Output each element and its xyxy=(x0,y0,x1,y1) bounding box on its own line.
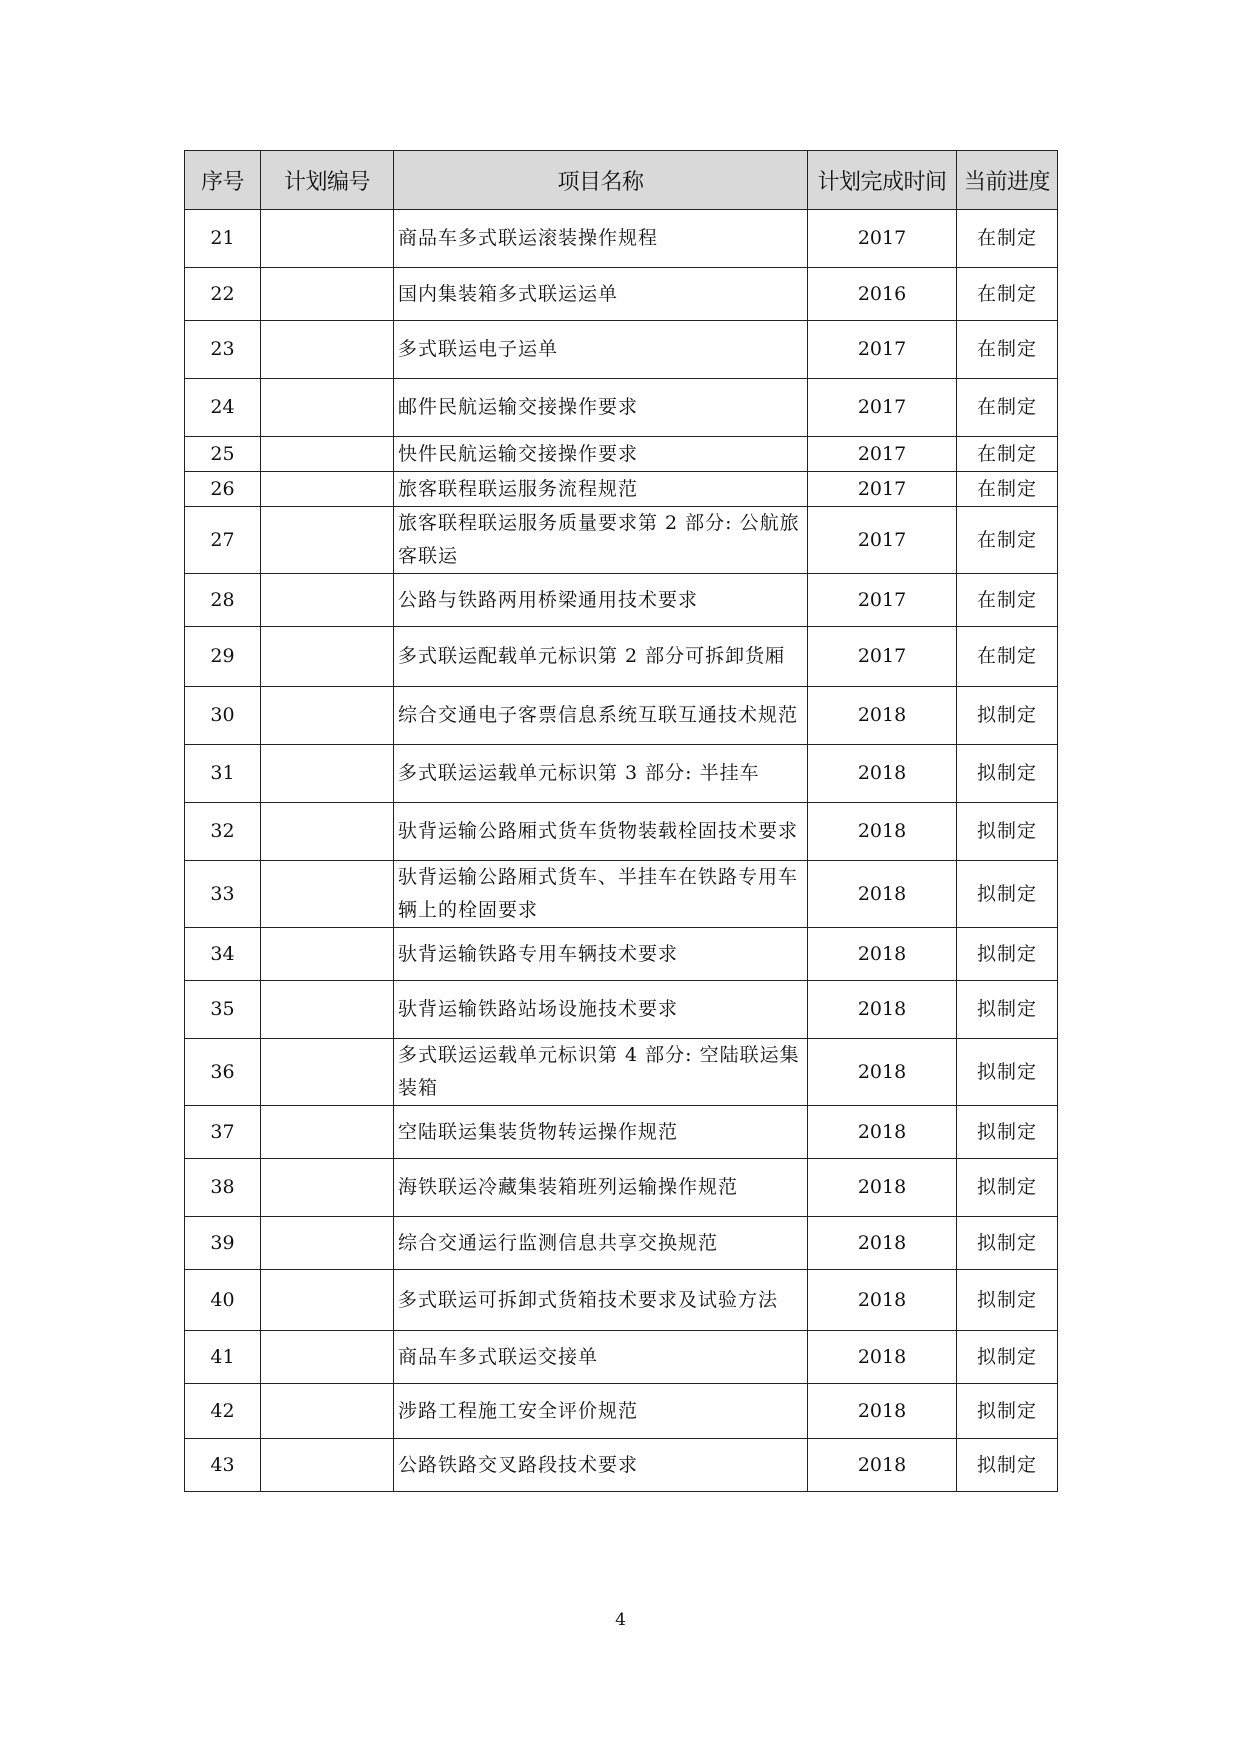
table-row xyxy=(185,574,1058,627)
cell-completion-year: 2017 xyxy=(808,379,957,437)
table-row xyxy=(185,507,1058,574)
cell-status: 拟制定 xyxy=(957,687,1058,745)
cell-completion-year: 2017 xyxy=(808,574,957,627)
cell-seq: 27 xyxy=(185,507,261,574)
cell-project-name: 海铁联运冷藏集装箱班列运输操作规范 xyxy=(394,1159,808,1217)
cell-project-name: 多式联运运载单元标识第 3 部分: 半挂车 xyxy=(394,745,808,803)
cell-plan-code xyxy=(261,1384,394,1439)
header-project-name: 项目名称 xyxy=(394,151,808,210)
cell-seq: 34 xyxy=(185,928,261,981)
cell-completion-year: 2018 xyxy=(808,1439,957,1492)
cell-seq: 24 xyxy=(185,379,261,437)
cell-status: 拟制定 xyxy=(957,1439,1058,1492)
cell-seq: 38 xyxy=(185,1159,261,1217)
table-row xyxy=(185,472,1058,507)
header-progress: 当前进度 xyxy=(957,151,1058,210)
cell-completion-year: 2017 xyxy=(808,472,957,507)
table-row xyxy=(185,861,1058,928)
cell-completion-year: 2017 xyxy=(808,210,957,268)
cell-project-name: 多式联运运载单元标识第 4 部分: 空陆联运集装箱 xyxy=(394,1039,808,1106)
cell-completion-year: 2018 xyxy=(808,1039,957,1106)
cell-project-name: 商品车多式联运交接单 xyxy=(394,1331,808,1384)
table-row xyxy=(185,1159,1058,1217)
cell-project-name: 旅客联程联运服务流程规范 xyxy=(394,472,808,507)
cell-plan-code xyxy=(261,687,394,745)
cell-project-name: 驮背运输公路厢式货车货物装载栓固技术要求 xyxy=(394,803,808,861)
cell-completion-year: 2018 xyxy=(808,1331,957,1384)
cell-seq: 43 xyxy=(185,1439,261,1492)
cell-seq: 39 xyxy=(185,1217,261,1270)
cell-completion-year: 2018 xyxy=(808,1384,957,1439)
table-row xyxy=(185,981,1058,1039)
cell-plan-code xyxy=(261,507,394,574)
cell-plan-code xyxy=(261,1217,394,1270)
cell-status: 拟制定 xyxy=(957,861,1058,928)
cell-status: 在制定 xyxy=(957,268,1058,321)
cell-completion-year: 2018 xyxy=(808,981,957,1039)
cell-plan-code xyxy=(261,1270,394,1331)
cell-plan-code xyxy=(261,321,394,379)
table-row xyxy=(185,687,1058,745)
cell-status: 拟制定 xyxy=(957,1106,1058,1159)
cell-completion-year: 2018 xyxy=(808,803,957,861)
table-row xyxy=(185,1039,1058,1106)
cell-completion-year: 2016 xyxy=(808,268,957,321)
cell-seq: 29 xyxy=(185,627,261,687)
cell-status: 在制定 xyxy=(957,472,1058,507)
cell-completion-year: 2017 xyxy=(808,507,957,574)
cell-project-name: 商品车多式联运滚装操作规程 xyxy=(394,210,808,268)
cell-status: 拟制定 xyxy=(957,1217,1058,1270)
cell-seq: 33 xyxy=(185,861,261,928)
table-row xyxy=(185,379,1058,437)
cell-project-name: 综合交通运行监测信息共享交换规范 xyxy=(394,1217,808,1270)
header-seq: 序号 xyxy=(185,151,261,210)
cell-project-name: 多式联运配载单元标识第 2 部分可拆卸货厢 xyxy=(394,627,808,687)
cell-project-name: 公路与铁路两用桥梁通用技术要求 xyxy=(394,574,808,627)
cell-project-name: 多式联运电子运单 xyxy=(394,321,808,379)
cell-plan-code xyxy=(261,1159,394,1217)
cell-plan-code xyxy=(261,379,394,437)
cell-status: 在制定 xyxy=(957,210,1058,268)
cell-seq: 23 xyxy=(185,321,261,379)
table-row xyxy=(185,321,1058,379)
cell-completion-year: 2018 xyxy=(808,1106,957,1159)
cell-status: 拟制定 xyxy=(957,803,1058,861)
cell-project-name: 驮背运输公路厢式货车、半挂车在铁路专用车辆上的栓固要求 xyxy=(394,861,808,928)
cell-completion-year: 2018 xyxy=(808,1270,957,1331)
cell-plan-code xyxy=(261,472,394,507)
cell-seq: 25 xyxy=(185,437,261,472)
cell-completion-year: 2018 xyxy=(808,745,957,803)
cell-plan-code xyxy=(261,803,394,861)
cell-plan-code xyxy=(261,861,394,928)
table-row xyxy=(185,627,1058,687)
cell-project-name: 邮件民航运输交接操作要求 xyxy=(394,379,808,437)
cell-status: 在制定 xyxy=(957,379,1058,437)
cell-plan-code xyxy=(261,1106,394,1159)
cell-plan-code xyxy=(261,210,394,268)
cell-project-name: 国内集装箱多式联运运单 xyxy=(394,268,808,321)
cell-status: 在制定 xyxy=(957,507,1058,574)
cell-project-name: 多式联运可拆卸式货箱技术要求及试验方法 xyxy=(394,1270,808,1331)
cell-status: 拟制定 xyxy=(957,745,1058,803)
cell-seq: 26 xyxy=(185,472,261,507)
cell-project-name: 驮背运输铁路站场设施技术要求 xyxy=(394,981,808,1039)
table-row xyxy=(185,803,1058,861)
cell-project-name: 综合交通电子客票信息系统互联互通技术规范 xyxy=(394,687,808,745)
page-number: 4 xyxy=(615,1610,626,1630)
cell-status: 在制定 xyxy=(957,437,1058,472)
table-row xyxy=(185,268,1058,321)
cell-plan-code xyxy=(261,1439,394,1492)
header-completion-time: 计划完成时间 xyxy=(808,151,957,210)
cell-plan-code xyxy=(261,928,394,981)
table-header-row xyxy=(185,151,1058,210)
cell-status: 拟制定 xyxy=(957,1384,1058,1439)
cell-status: 在制定 xyxy=(957,574,1058,627)
cell-completion-year: 2018 xyxy=(808,861,957,928)
header-plan-code: 计划编号 xyxy=(261,151,394,210)
cell-status: 拟制定 xyxy=(957,1159,1058,1217)
cell-seq: 31 xyxy=(185,745,261,803)
cell-plan-code xyxy=(261,437,394,472)
cell-seq: 21 xyxy=(185,210,261,268)
cell-plan-code xyxy=(261,268,394,321)
table-row xyxy=(185,1331,1058,1384)
cell-project-name: 涉路工程施工安全评价规范 xyxy=(394,1384,808,1439)
cell-seq: 28 xyxy=(185,574,261,627)
cell-plan-code xyxy=(261,1039,394,1106)
cell-status: 拟制定 xyxy=(957,928,1058,981)
cell-status: 拟制定 xyxy=(957,1039,1058,1106)
cell-completion-year: 2018 xyxy=(808,928,957,981)
table-row xyxy=(185,1384,1058,1439)
cell-project-name: 驮背运输铁路专用车辆技术要求 xyxy=(394,928,808,981)
table-row xyxy=(185,745,1058,803)
cell-plan-code xyxy=(261,1331,394,1384)
cell-plan-code xyxy=(261,745,394,803)
cell-seq: 37 xyxy=(185,1106,261,1159)
cell-project-name: 旅客联程联运服务质量要求第 2 部分: 公航旅客联运 xyxy=(394,507,808,574)
table-row xyxy=(185,1439,1058,1492)
table-row xyxy=(185,210,1058,268)
cell-status: 在制定 xyxy=(957,321,1058,379)
cell-completion-year: 2018 xyxy=(808,687,957,745)
cell-project-name: 空陆联运集装货物转运操作规范 xyxy=(394,1106,808,1159)
cell-seq: 22 xyxy=(185,268,261,321)
table-row xyxy=(185,1270,1058,1331)
cell-seq: 32 xyxy=(185,803,261,861)
cell-plan-code xyxy=(261,574,394,627)
cell-status: 在制定 xyxy=(957,627,1058,687)
cell-seq: 36 xyxy=(185,1039,261,1106)
cell-seq: 40 xyxy=(185,1270,261,1331)
table-row xyxy=(185,1106,1058,1159)
table-row xyxy=(185,1217,1058,1270)
cell-seq: 35 xyxy=(185,981,261,1039)
table-row xyxy=(185,437,1058,472)
cell-completion-year: 2018 xyxy=(808,1217,957,1270)
cell-seq: 42 xyxy=(185,1384,261,1439)
cell-plan-code xyxy=(261,627,394,687)
cell-status: 拟制定 xyxy=(957,1270,1058,1331)
table-body xyxy=(185,210,1058,1492)
cell-completion-year: 2017 xyxy=(808,437,957,472)
cell-plan-code xyxy=(261,981,394,1039)
cell-seq: 41 xyxy=(185,1331,261,1384)
cell-completion-year: 2018 xyxy=(808,1159,957,1217)
cell-status: 拟制定 xyxy=(957,981,1058,1039)
table-row xyxy=(185,928,1058,981)
cell-completion-year: 2017 xyxy=(808,627,957,687)
cell-project-name: 公路铁路交叉路段技术要求 xyxy=(394,1439,808,1492)
standards-plan-table xyxy=(184,150,1058,1492)
cell-status: 拟制定 xyxy=(957,1331,1058,1384)
cell-completion-year: 2017 xyxy=(808,321,957,379)
cell-project-name: 快件民航运输交接操作要求 xyxy=(394,437,808,472)
cell-seq: 30 xyxy=(185,687,261,745)
